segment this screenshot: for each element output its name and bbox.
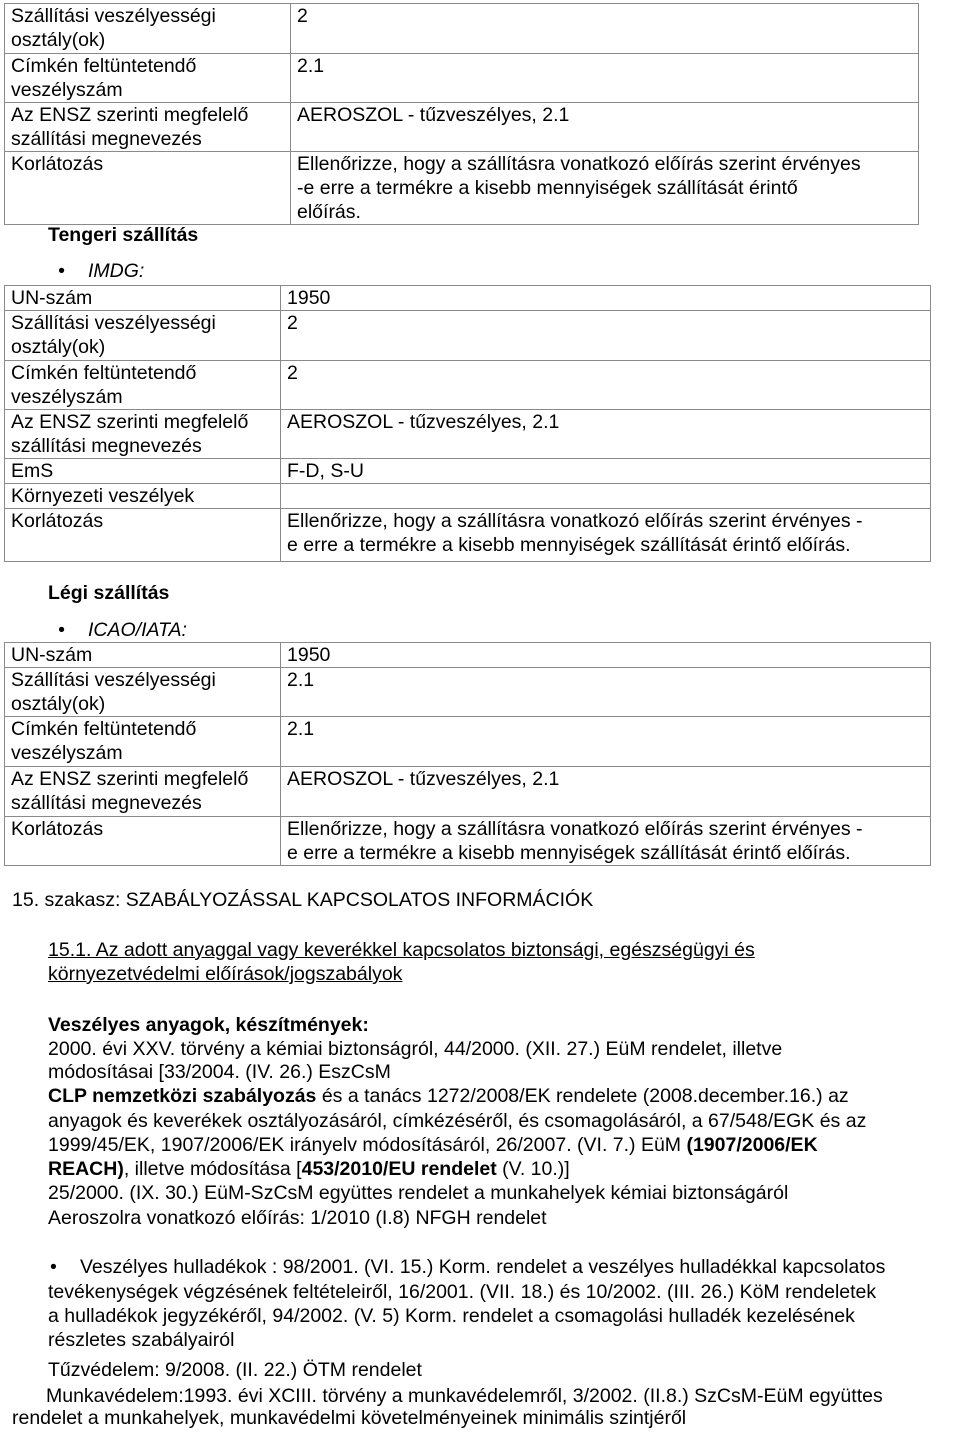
label-line: Szállítási veszélyességi xyxy=(11,669,216,691)
value-line: 2.1 xyxy=(297,55,325,77)
table-row xyxy=(5,361,931,410)
regulation-line xyxy=(48,1133,818,1157)
label-line: UN-szám xyxy=(11,287,93,309)
regulation-text: és a tanács 1272/2008/EK rendelete (2008.december.16.) az xyxy=(316,1085,849,1107)
fire-protection-line: Tűzvédelem: 9/2008. (II. 22.) ÖTM rendelet xyxy=(48,1359,422,1381)
value-line: 2 xyxy=(287,362,298,384)
row-value xyxy=(291,54,919,103)
value-line: AEROSZOL - tűzveszélyes, 2.1 xyxy=(287,411,560,433)
air-transport-heading: Légi szállítás xyxy=(48,582,170,604)
table-row xyxy=(5,643,931,668)
row-value xyxy=(281,286,931,311)
value-line: AEROSZOL - tűzveszélyes, 2.1 xyxy=(297,104,570,126)
row-label xyxy=(5,643,281,668)
table-row xyxy=(5,4,919,54)
row-value xyxy=(281,311,931,361)
table-row xyxy=(5,152,919,225)
label-line: szállítási megnevezés xyxy=(11,128,202,150)
row-value xyxy=(281,817,931,866)
waste-regulation-line: a hulladékok jegyzékéről, 94/2002. (V. 5) Korm. rendelet a csomagolási hulladék kezelésének xyxy=(48,1305,855,1327)
row-label xyxy=(5,4,291,54)
row-label xyxy=(5,484,281,509)
row-label xyxy=(5,286,281,311)
label-line: Címkén feltüntetendő xyxy=(11,362,197,384)
value-line: Ellenőrizze, hogy a szállításra vonatkozó előírás szerint érvényes xyxy=(297,153,861,175)
value-line: e erre a termékre a kisebb mennyiségek szállítását érintő előírás. xyxy=(287,534,851,556)
row-label xyxy=(5,152,291,225)
row-value xyxy=(281,668,931,717)
icao-iata-label: • ICAO/IATA: xyxy=(88,618,187,642)
row-value xyxy=(281,717,931,767)
value-line: AEROSZOL - tűzveszélyes, 2.1 xyxy=(287,768,560,790)
value-line: előírás. xyxy=(297,201,361,223)
section-15-1-subtitle-line1: 15.1. Az adott anyaggal vagy keverékkel kapcsolatos biztonsági, egészségügyi és xyxy=(48,939,755,961)
label-line: osztály(ok) xyxy=(11,336,106,358)
row-label xyxy=(5,54,291,103)
row-value xyxy=(281,509,931,562)
label-line: szállítási megnevezés xyxy=(11,792,202,814)
row-label xyxy=(5,361,281,410)
regulation-line xyxy=(48,1084,849,1108)
label-line: Címkén feltüntetendő xyxy=(11,55,197,77)
waste-regulation-line: részletes szabályairól xyxy=(48,1329,235,1351)
regulation-text: , illetve módosítása [ xyxy=(123,1158,302,1180)
hazardous-substances-heading: Veszélyes anyagok, készítmények: xyxy=(48,1014,369,1036)
section-15-1-subtitle-line2: környezetvédelmi előírások/jogszabályok xyxy=(48,963,403,985)
row-value xyxy=(281,767,931,817)
work-safety-line: Munkavédelem:1993. évi XCIII. törvény a munkavédelemről, 3/2002. (II.8.) SzCsM-EüM együttes xyxy=(46,1385,883,1407)
label-line: osztály(ok) xyxy=(11,693,106,715)
row-label xyxy=(5,410,281,459)
sea-transport-heading: Tengeri szállítás xyxy=(48,224,199,246)
row-value xyxy=(291,152,919,225)
air-transport-table xyxy=(4,642,931,866)
label-line: EmS xyxy=(11,460,54,482)
table-row xyxy=(5,459,931,484)
row-value xyxy=(281,459,931,484)
label-line: Korlátozás xyxy=(11,153,104,175)
value-line: F-D, S-U xyxy=(287,460,364,482)
row-label xyxy=(5,668,281,717)
row-label xyxy=(5,817,281,866)
row-label xyxy=(5,459,281,484)
label-line: Korlátozás xyxy=(11,818,104,840)
label-line: Az ENSZ szerinti megfelelő xyxy=(11,104,249,126)
value-line: 1950 xyxy=(287,287,331,309)
value-line: 2 xyxy=(297,5,308,27)
row-value xyxy=(281,484,931,509)
row-label xyxy=(5,717,281,767)
table-row xyxy=(5,717,931,767)
table-row xyxy=(5,767,931,817)
table-row xyxy=(5,817,931,866)
work-safety-line: rendelet a munkahelyek, munkavédelmi követelményeinek minimális szintjéről xyxy=(12,1407,687,1429)
label-line: Az ENSZ szerinti megfelelő xyxy=(11,768,249,790)
row-label xyxy=(5,311,281,361)
table-row xyxy=(5,410,931,459)
regulation-line: 2000. évi XXV. törvény a kémiai biztonságról, 44/2000. (XII. 27.) EüM rendelet, illetve xyxy=(48,1038,783,1060)
row-label xyxy=(5,103,291,152)
value-line: 2.1 xyxy=(287,669,315,691)
value-line: 1950 xyxy=(287,644,331,666)
row-value xyxy=(281,361,931,410)
label-line: veszélyszám xyxy=(11,386,123,408)
sea-transport-table xyxy=(4,285,931,562)
regulation-text: 1999/45/EK, 1907/2006/EK irányelv módosításáról, 26/2007. (VI. 7.) EüM xyxy=(48,1134,687,1156)
clp-bold-text: CLP nemzetközi szabályozás xyxy=(48,1085,317,1107)
row-label xyxy=(5,509,281,562)
value-line: Ellenőrizze, hogy a szállításra vonatkozó előírás szerint érvényes - xyxy=(287,818,863,840)
label-line: Szállítási veszélyességi xyxy=(11,312,216,334)
regulation-line: módosításai [33/2004. (IV. 26.) EszCsM xyxy=(48,1061,391,1083)
table-row xyxy=(5,103,919,152)
label-line: veszélyszám xyxy=(11,79,123,101)
imdg-label: • IMDG: xyxy=(88,259,144,283)
table-row xyxy=(5,484,931,509)
regulation-line: Aeroszolra vonatkozó előírás: 1/2010 (I.8) NFGH rendelet xyxy=(48,1207,547,1229)
row-value xyxy=(291,103,919,152)
value-line: e erre a termékre a kisebb mennyiségek szállítását érintő előírás. xyxy=(287,842,851,864)
row-label xyxy=(5,767,281,817)
table-row xyxy=(5,54,919,103)
table-row xyxy=(5,311,931,361)
reach-bold-text: REACH) xyxy=(48,1158,124,1180)
regulation-line: anyagok és keverékek osztályozásáról, címkézéséről, és csomagolásáról, a 67/548/EGK és az xyxy=(48,1110,867,1132)
regulation-line: 25/2000. (IX. 30.) EüM-SzCsM együttes rendelet a munkahelyek kémiai biztonságáról xyxy=(48,1182,789,1204)
table-row xyxy=(5,509,931,562)
waste-regulation-line: • Veszélyes hulladékok : 98/2001. (VI. 15.) Korm. rendelet a veszélyes hulladékkal kapcsolatos xyxy=(80,1255,885,1279)
section-15-title: 15. szakasz: SZABÁLYOZÁSSAL KAPCSOLATOS INFORMÁCIÓK xyxy=(12,889,594,911)
label-line: Címkén feltüntetendő xyxy=(11,718,197,740)
eu-regulation-bold-text: 453/2010/EU rendelet xyxy=(301,1158,497,1180)
label-line: Környezeti veszélyek xyxy=(11,485,195,507)
reach-bold-text: (1907/2006/EK xyxy=(686,1134,818,1156)
row-value xyxy=(281,643,931,668)
row-value xyxy=(291,4,919,54)
regulation-text: (V. 10.)] xyxy=(496,1158,570,1180)
value-line: Ellenőrizze, hogy a szállításra vonatkozó előírás szerint érvényes - xyxy=(287,510,863,532)
table-row xyxy=(5,286,931,311)
label-line: Korlátozás xyxy=(11,510,104,532)
label-line: veszélyszám xyxy=(11,742,123,764)
waste-regulation-line: tevékenységek végzésének feltételeiről, 16/2001. (VII. 18.) és 10/2002. (III. 26.) KöM rendeletek xyxy=(48,1281,877,1303)
label-line: Az ENSZ szerinti megfelelő xyxy=(11,411,249,433)
label-line: szállítási megnevezés xyxy=(11,435,202,457)
label-line: Szállítási veszélyességi xyxy=(11,5,216,27)
table-row xyxy=(5,668,931,717)
road-transport-table xyxy=(4,3,919,225)
label-line: UN-szám xyxy=(11,644,93,666)
value-line: 2.1 xyxy=(287,718,315,740)
value-line: -e erre a termékre a kisebb mennyiségek szállítását érintő xyxy=(297,177,798,199)
regulation-line xyxy=(48,1157,570,1181)
row-value xyxy=(281,410,931,459)
label-line: osztály(ok) xyxy=(11,29,106,51)
value-line: 2 xyxy=(287,312,298,334)
